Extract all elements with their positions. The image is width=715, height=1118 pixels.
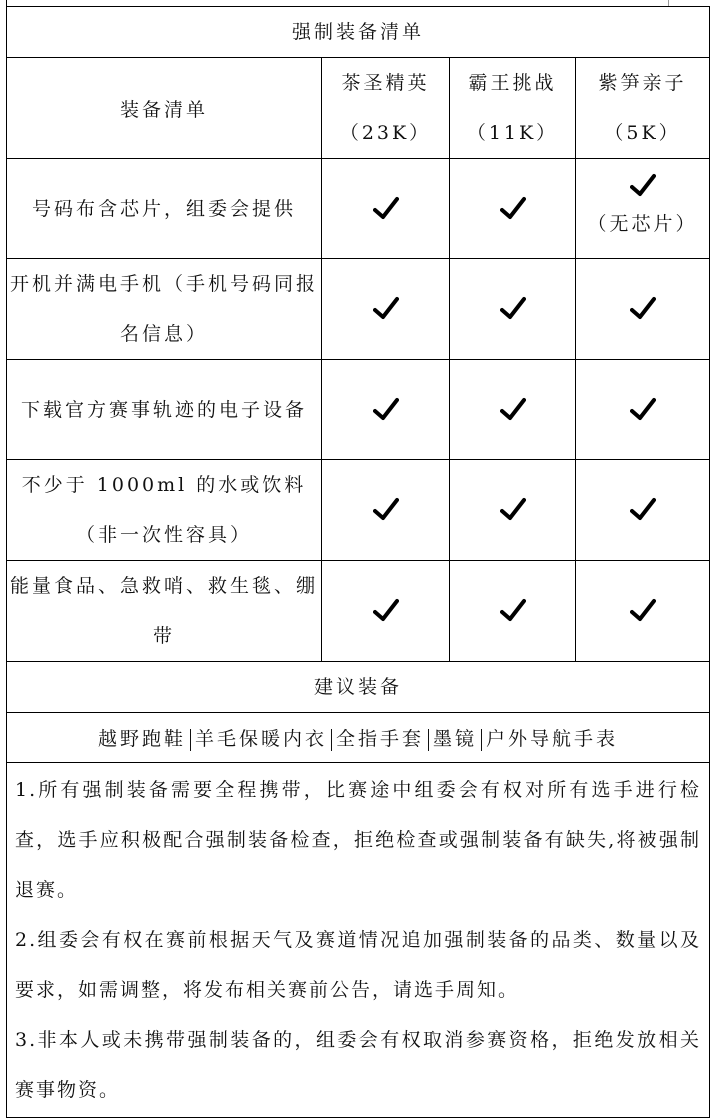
- item-label: 下载官方赛事轨迹的电子设备: [7, 360, 322, 460]
- check-cell: [576, 561, 710, 662]
- recommended-item: 越野跑鞋: [97, 728, 186, 750]
- check-mark-icon: [373, 196, 399, 222]
- notes-cell: [7, 763, 710, 1118]
- group-name: 霸王挑战: [468, 72, 557, 94]
- item-label: 开机并满电手机（手机号码同报名信息）: [7, 259, 322, 360]
- item-row: [7, 360, 710, 460]
- group-distance: （23K）: [339, 122, 432, 144]
- check-mark-icon: [500, 296, 526, 322]
- item-row: [7, 259, 710, 360]
- check-cell: [322, 360, 450, 460]
- check-cell: [576, 360, 710, 460]
- check-mark-icon: [500, 598, 526, 624]
- recommended-title-row: [7, 662, 710, 713]
- check-mark-icon: [630, 497, 656, 523]
- check-mark-icon: [500, 397, 526, 423]
- recommended-item: 羊毛保暖内衣: [194, 728, 327, 750]
- check-cell: [576, 460, 710, 561]
- header-row: [7, 58, 710, 159]
- group-header-11k: [450, 58, 576, 159]
- group-header-5k: [576, 58, 710, 159]
- recommended-title: 建议装备: [7, 662, 710, 713]
- separator-bar: [481, 729, 482, 751]
- check-cell: [576, 259, 710, 360]
- note-item: 2.组委会有权在赛前根据天气及赛道情况追加强制装备的品类、数量以及要求，如需调整，将发布相关赛前公告，请选手周知。: [15, 929, 702, 1001]
- note-item: 1.所有强制装备需要全程携带，比赛途中组委会有权对所有选手进行检查，选手应积极配合强制装备检查，拒绝检查或强制装备有缺失,将被强制退赛。: [15, 779, 702, 901]
- check-cell: [450, 460, 576, 561]
- note-item: 3.非本人或未携带强制装备的，组委会有权取消参赛资格，拒绝发放相关赛事物资。: [15, 1029, 702, 1101]
- check-cell: [450, 259, 576, 360]
- check-cell: [450, 561, 576, 662]
- check-cell: [322, 561, 450, 662]
- title-row: [7, 7, 710, 58]
- recommended-item: 户外导航手表: [486, 728, 619, 750]
- check-cell: [576, 159, 710, 259]
- recommended-item: 全指手套: [336, 728, 425, 750]
- recommended-items-row: [7, 713, 710, 763]
- check-mark-icon: [373, 598, 399, 624]
- check-mark-icon: [630, 173, 656, 199]
- notes-row: [7, 763, 710, 1118]
- check-cell: [322, 460, 450, 561]
- recommended-item: 墨镜: [433, 728, 478, 750]
- check-cell: [450, 360, 576, 460]
- table-title: 强制装备清单: [7, 7, 710, 58]
- group-name: 紫笋亲子: [598, 72, 687, 94]
- check-note: （无芯片）: [587, 213, 698, 235]
- check-mark-icon: [630, 397, 656, 423]
- check-mark-icon: [373, 397, 399, 423]
- check-mark-icon: [630, 598, 656, 624]
- check-cell: [322, 259, 450, 360]
- item-label: 号码布含芯片，组委会提供: [7, 159, 322, 259]
- group-header-23k: [322, 58, 450, 159]
- item-row: [7, 561, 710, 662]
- check-mark-icon: [373, 296, 399, 322]
- group-name: 茶圣精英: [341, 72, 430, 94]
- check-mark-icon: [630, 296, 656, 322]
- item-column-header: 装备清单: [7, 58, 322, 159]
- check-cell: [322, 159, 450, 259]
- equipment-table: [6, 6, 710, 1118]
- separator-bar: [428, 729, 429, 751]
- item-label: 不少于 1000ml 的水或饮料（非一次性容具）: [7, 460, 322, 561]
- check-mark-icon: [500, 497, 526, 523]
- check-cell: [450, 159, 576, 259]
- item-row: [7, 460, 710, 561]
- item-row: [7, 159, 710, 259]
- check-mark-icon: [500, 196, 526, 222]
- group-distance: （11K）: [466, 122, 559, 144]
- item-label: 能量食品、急救哨、救生毯、绷带: [7, 561, 322, 662]
- group-distance: （5K）: [604, 122, 681, 144]
- check-mark-icon: [373, 497, 399, 523]
- recommended-items: [7, 713, 710, 763]
- mandatory-items: [7, 159, 710, 662]
- separator-bar: [331, 729, 332, 751]
- separator-bar: [190, 729, 191, 751]
